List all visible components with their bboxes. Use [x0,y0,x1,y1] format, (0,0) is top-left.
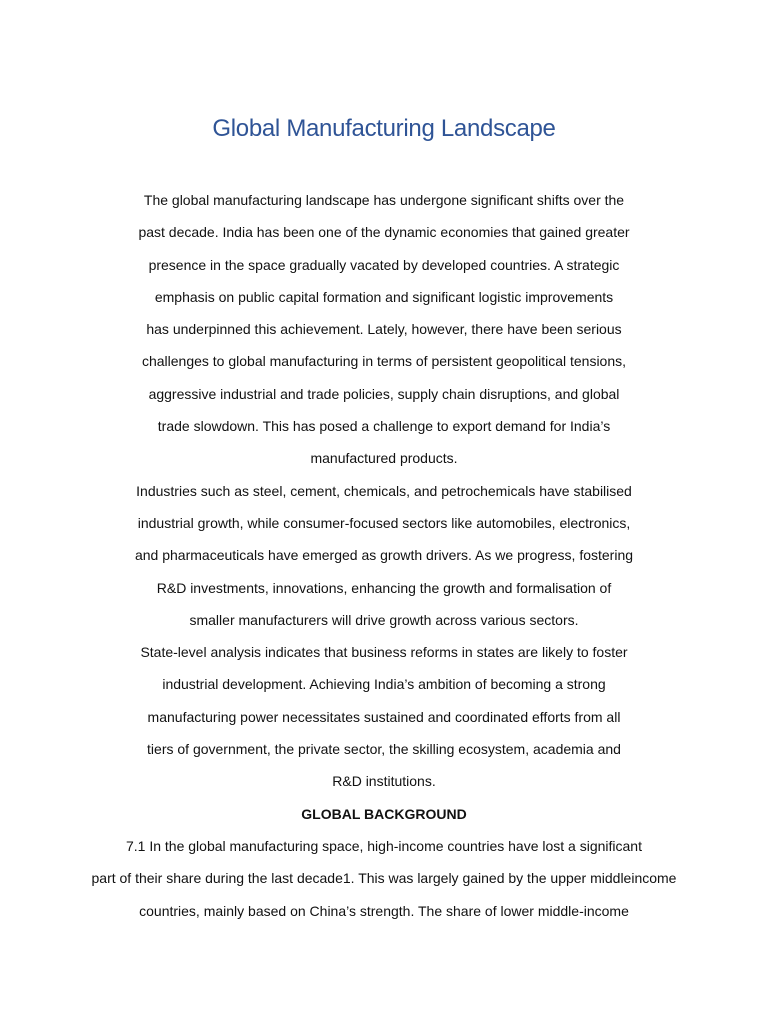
paragraph-line: State-level analysis indicates that business reforms in states are likely to foster [140,644,628,661]
paragraph-line: R&D investments, innovations, enhancing the growth and formalisation of [156,579,612,596]
paragraph-line: presence in the space gradually vacated by developed countries. A strategic [148,256,620,273]
paragraph-line: part of their share during the last decade1. This was largely gained by the upper middleincome [91,870,677,887]
paragraph-line: industrial development. Achieving India’s ambition of becoming a strong [162,676,606,693]
paragraph-line: and pharmaceuticals have emerged as growth drivers. As we progress, fostering [134,547,634,564]
paragraph-line: Industries such as steel, cement, chemicals, and petrochemicals have stabilised [136,482,632,499]
paragraph-line: smaller manufacturers will drive growth across various sectors. [189,611,579,628]
paragraph-line: The global manufacturing landscape has undergone significant shifts over the [143,192,625,208]
paragraph-line: trade slowdown. This has posed a challenge to export demand for India’s [157,418,611,435]
section-heading: GLOBAL BACKGROUND [301,805,467,822]
paragraph-line: industrial growth, while consumer-focused sectors like automobiles, electronics, [137,514,631,531]
paragraph-line: aggressive industrial and trade policies, supply chain disruptions, and global [148,385,620,402]
document-body [60,184,708,927]
paragraph-line: countries, mainly based on China’s strength. The share of lower middle-income [139,902,629,919]
paragraph-line: tiers of government, the private sector, the skilling ecosystem, academia and [147,741,621,758]
paragraph-line: has underpinned this achievement. Lately, however, there have been serious [146,321,622,338]
paragraph-line: manufacturing power necessitates sustained and coordinated efforts from all [147,708,621,725]
paragraph-line: 7.1 In the global manufacturing space, high-income countries have lost a significant [126,837,642,854]
paragraph-line: manufactured products. [310,450,458,467]
paragraph-line: R&D institutions. [332,773,436,790]
paragraph-line: past decade. India has been one of the dynamic economies that gained greater [138,224,630,241]
paragraph-line: challenges to global manufacturing in terms of persistent geopolitical tensions, [141,353,627,370]
document-title: Global Manufacturing Landscape [212,115,556,142]
paragraph-line: emphasis on public capital formation and significant logistic improvements [154,288,614,305]
